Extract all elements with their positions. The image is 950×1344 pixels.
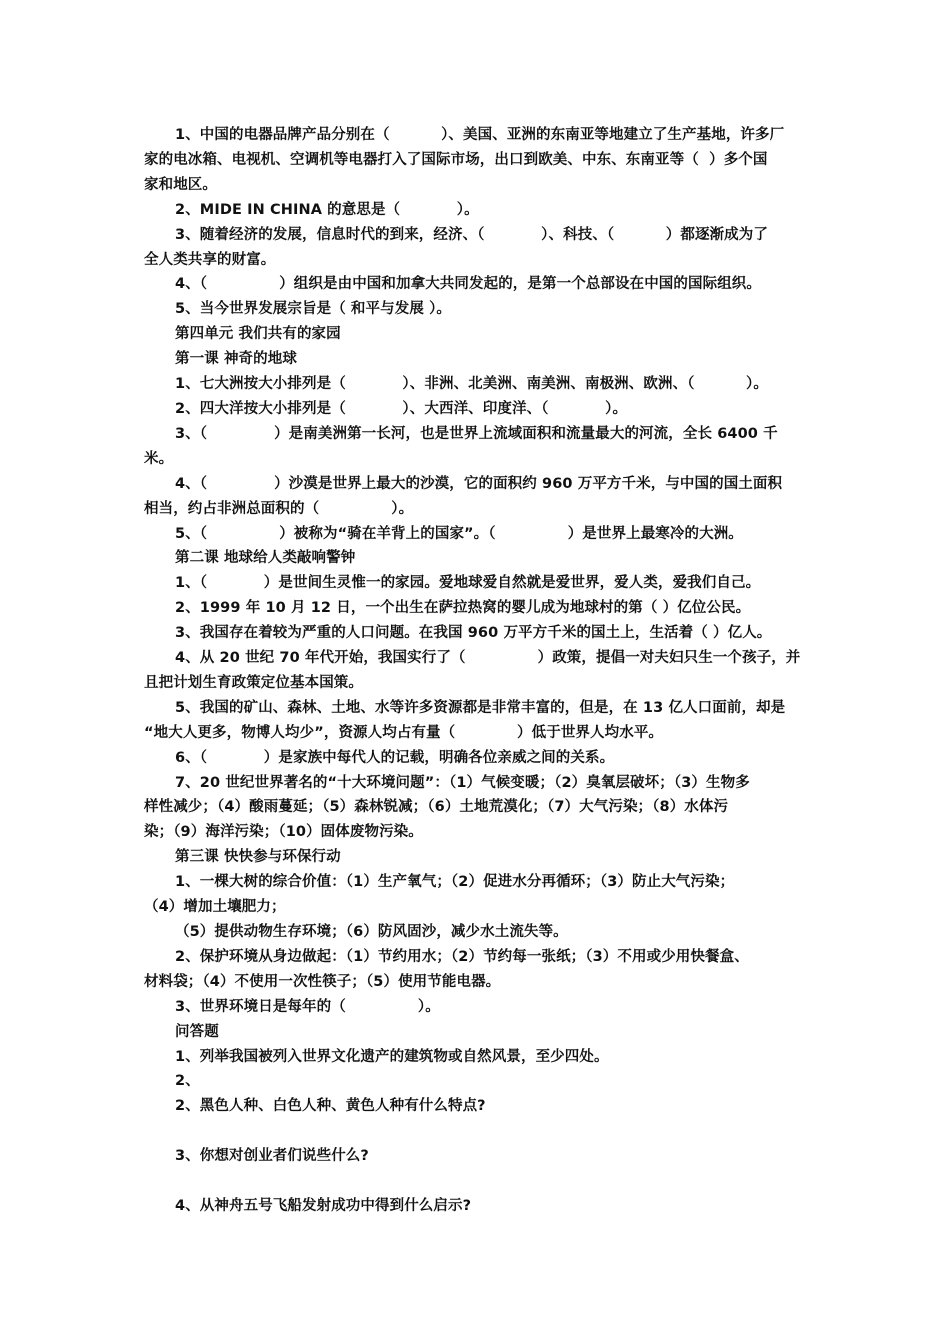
text-line: 4、（ ）沙漠是世界上最大的沙漠，它的面积约 960 万平方千米，与中国的国土面积 [175,475,783,492]
text-line: 染；（9）海洋污染；（10）固体废物污染。 [144,824,423,841]
text-line: 3、你想对创业者们说些什么? [175,1148,369,1165]
text-line: （4）增加土壤肥力； [144,899,286,916]
text-line: 第四单元 我们共有的家园 [175,326,341,343]
text-line: 2、四大洋按大小排列是（ ）、大西洋、印度洋、（ ）。 [175,400,628,417]
text-line: 材料袋；（4）不使用一次性筷子；（5）使用节能电器。 [144,973,501,990]
text-line: “地大人更多，物博人均少”，资源人均占有量（ ）低于世界人均水平。 [144,724,664,741]
blank-line [144,1169,808,1194]
document-body [144,123,808,1219]
text-line: 第二课 地球给人类敲响警钟 [175,550,356,567]
text-line: 2、MIDE IN CHINA 的意思是（ ）。 [175,201,479,218]
text-line: 1、中国的电器品牌产品分别在（ ）、美国、亚洲的东南亚等地建立了生产基地，许多厂 [175,127,785,143]
blank-line [144,1119,808,1144]
text-line: 第一课 神奇的地球 [175,351,297,368]
text-line: 7、20 世纪世界著名的“十大环境问题”：（1）气候变暖；（2）臭氧层破坏；（3）生物多 [175,774,750,791]
text-line: 5、（ ）被称为“骑在羊背上的国家”。（ ）是世界上最寒冷的大洲。 [175,525,743,542]
text-line: 5、我国的矿山、森林、土地、水等许多资源都是非常丰富的，但是，在 13 亿人口面前，却是 [175,699,786,716]
text-line: 2、 [175,1073,200,1090]
text-line: 4、（ ）组织是由中国和加拿大共同发起的，是第一个总部设在中国的国际组织。 [175,276,762,293]
text-line: 相当，约占非洲总面积的（ ）。 [144,500,414,517]
text-line: 2、1999 年 10 月 12 日，一个出生在萨拉热窝的婴儿成为地球村的第（ ）亿位公民。 [175,600,751,617]
text-line: 2、保护环境从身边做起：（1）节约用水；（2）节约每一张纸；（3）不用或少用快餐盒、 [175,948,749,965]
text-line: 3、我国存在着较为严重的人口问题。在我国 960 万平方千米的国土上，生活着（ ）亿人。 [175,625,772,642]
text-line: 全人类共享的财富。 [144,251,276,268]
text-line: 1、一棵大树的综合价值：（1）生产氧气；（2）促进水分再循环；（3）防止大气污染； [175,874,735,891]
text-line: 1、（ ）是世间生灵惟一的家园。爱地球爱自然就是爱世界，爱人类，爱我们自己。 [175,575,761,592]
text-line: 5、当今世界发展宗旨是（ 和平与发展 ）。 [175,301,452,318]
text-line: 家的电冰箱、电视机、空调机等电器打入了国际市场，出口到欧美、中东、东南亚等（ ）多个国 [144,151,768,168]
text-line: 1、七大洲按大小排列是（ ）、非洲、北美洲、南美洲、南极洲、欧洲、（ ）。 [175,376,768,393]
text-line: 家和地区。 [144,176,217,193]
text-line: 4、从 20 世纪 70 年代开始，我国实行了（ ）政策，提倡一对夫妇只生一个孩子，并 [175,650,801,667]
text-line: 3、随着经济的发展，信息时代的到来，经济、（ ）、科技、（ ）都逐渐成为了 [175,226,768,243]
text-line: 且把计划生育政策定位基本国策。 [144,674,363,691]
text-line: 1、列举我国被列入世界文化遗产的建筑物或自然风景，至少四处。 [175,1048,609,1065]
text-line: 2、黑色人种、白色人种、黄色人种有什么特点? [175,1098,486,1115]
text-line: 3、世界环境日是每年的（ ）。 [175,998,440,1015]
text-line: 3、（ ）是南美洲第一长河，也是世界上流域面积和流量最大的河流，全长 6400 千 [175,425,778,442]
text-line: 第三课 快快参与环保行动 [175,849,341,866]
text-line: 样性减少；（4）酸雨蔓延；（5）森林锐减；（6）土地荒漠化；（7）大气污染；（8）水体污 [144,799,729,816]
text-line: 米。 [144,450,174,467]
text-line: （5）提供动物生存环境；（6）防风固沙，减少水土流失等。 [175,924,568,940]
text-line: 6、（ ）是家族中每代人的记载，明确各位亲威之间的关系。 [175,749,615,766]
text-line: 4、从神舟五号飞船发射成功中得到什么启示? [175,1197,472,1214]
text-line: 问答题 [175,1023,219,1040]
